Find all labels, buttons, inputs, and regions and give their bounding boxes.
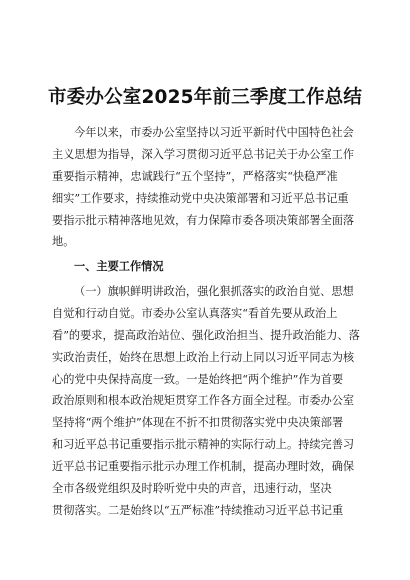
text-line: 坚持将“两个维护”体现在不折不扣贯彻落实党中央决策部署 [52, 416, 344, 430]
text-line: 实政治责任，始终在思想上政治上行动上同以习近平同志为核 [52, 350, 355, 364]
text-line: 自觉和行动自觉。市委办公室认真落实“看首先要从政治上 [52, 306, 338, 320]
text-line: 近平总书记重要指示批示办理工作机制，提高办理时效，确保 [52, 460, 355, 474]
document-title: 市委办公室2025年前三季度工作总结 [47, 87, 363, 108]
text-line: 今年以来，市委办公室坚持以习近平新时代中国特色社会 [74, 126, 354, 139]
intro-paragraph [52, 122, 372, 253]
text-line: 政治原则和根本政治规矩贯穿工作各方面全过程。市委办公室 [52, 394, 355, 408]
text-line: 主义思想为指导，深入学习贯彻习近平总书记关于办公室工作 [52, 147, 355, 161]
text-line: 地。 [52, 235, 75, 249]
text-line: 细实”工作要求，持续推动党中央决策部署和习近平总书记重 [52, 191, 349, 205]
text-line: （一）旗帜鲜明讲政治，强化狠抓落实的政治自觉、思想 [74, 285, 354, 298]
text-line: 重要指示精神，忠诚践行“五个坚持”，严格落实“快稳严准 [52, 169, 338, 183]
text-line: 和习近平总书记重要指示批示精神的实际行动上。持续完善习 [52, 438, 355, 452]
section-heading: 一、主要工作情况 [74, 260, 164, 273]
section-paragraph [52, 281, 372, 522]
section-heading-block [52, 256, 372, 278]
text-line: 要指示批示精神落地见效，有力保障市委各项决策部署全面落 [52, 213, 355, 227]
text-line: 贯彻落实。二是始终以“五严标准”持续推动习近平总书记重 [52, 503, 344, 517]
text-line: 看”的要求，提高政治站位、强化政治担当、提升政治能力、落 [52, 328, 360, 342]
text-line: 全市各级党组织及时聆听党中央的声音，迅速行动，坚决 [52, 482, 332, 496]
text-line: 心的党中央保持高度一致。一是始终把“两个维护”作为首要 [52, 372, 344, 386]
